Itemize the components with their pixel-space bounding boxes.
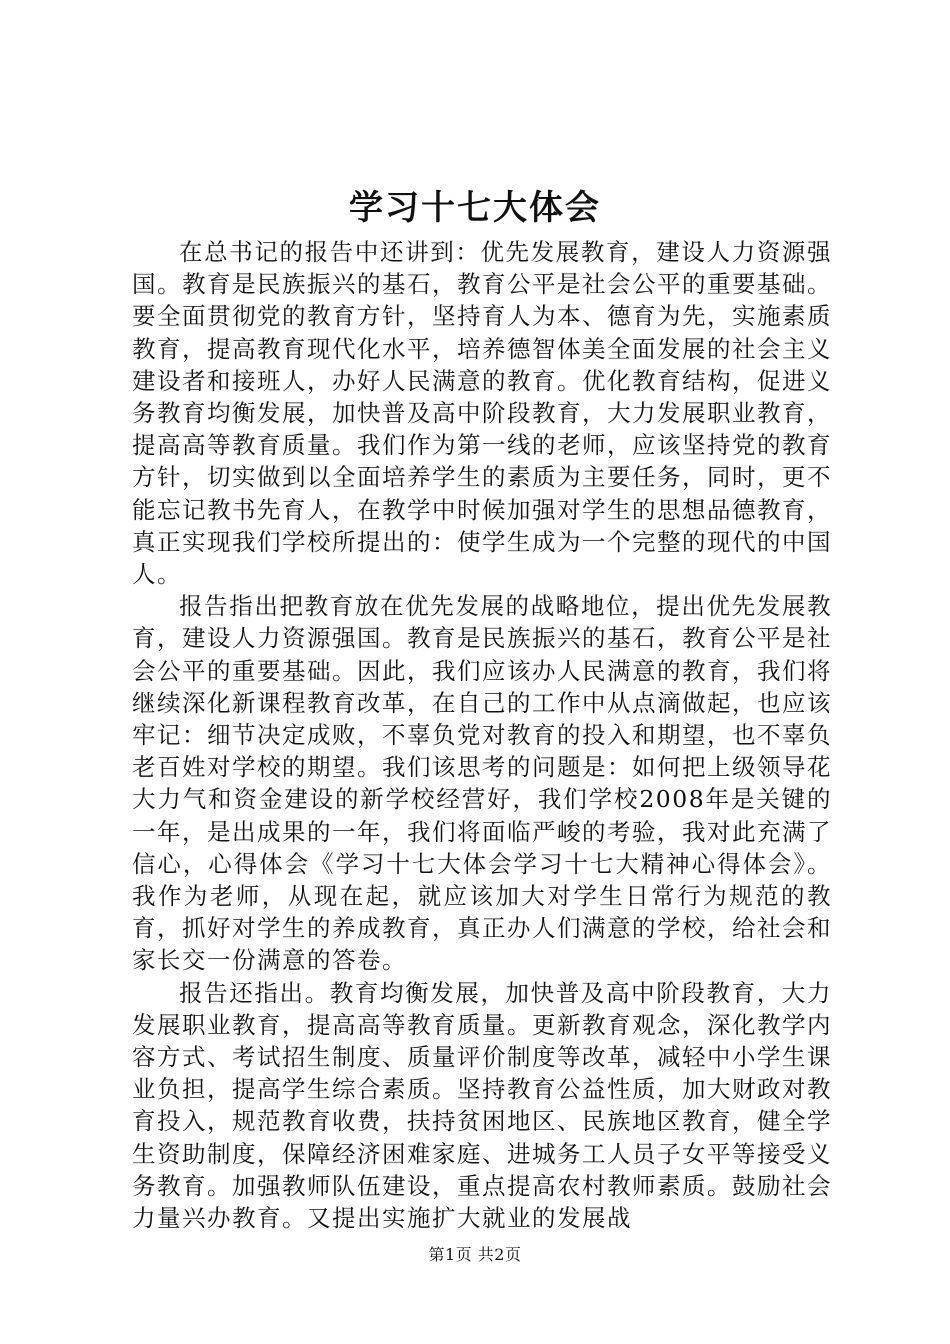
document-body: [132, 236, 832, 1234]
paragraph-3: 报告还指出。教育均衡发展，加快普及高中阶段教育，大力发展职业教育，提高高等教育质量。更新教育观念，深化教学内容方式、考试招生制度、质量评价制度等改革，减轻中小学生课业负担，提高学生综合素质。坚持教育公益性质，加大财政对教育投入，规范教育收费，扶持贫困地区、民族地区教育，健全学生资助制度，保障经济困难家庭、进城务工人员子女平等接受义务教育。加强教师队伍建设，重点提高农村教师素质。鼓励社会力量兴办教育。又提出实施扩大就业的发展战: [132, 978, 832, 1233]
document-title: 学习十七大体会: [349, 188, 601, 228]
page-footer: 第1页 共2页: [428, 1245, 522, 1264]
paragraph-1: 在总书记的报告中还讲到：优先发展教育，建设人力资源强国。教育是民族振兴的基石，教育公平是社会公平的重要基础。要全面贯彻党的教育方针，坚持育人为本、德育为先，实施素质教育，提高教育现代化水平，培养德智体美全面发展的社会主义建设者和接班人，办好人民满意的教育。优化教育结构，促进义务教育均衡发展，加快普及高中阶段教育，大力发展职业教育，提高高等教育质量。我们作为第一线的老师，应该坚持党的教育方针，切实做到以全面培养学生的素质为主要任务，同时，更不能忘记教书先育人，在教学中时候加强对学生的思想品德教育，真正实现我们学校所提出的：使学生成为一个完整的现代的中国人。: [132, 238, 832, 589]
paragraph-2: 报告指出把教育放在优先发展的战略地位，提出优先发展教育，建设人力资源强国。教育是民族振兴的基石，教育公平是社会公平的重要基础。因此，我们应该办人民满意的教育，我们将继续深化新课程教育改革，在自己的工作中从点滴做起，也应该牢记：细节决定成败，不辜负党对教育的投入和期望，也不辜负老百姓对学校的期望。我们该思考的问题是：如何把上级领导花大力气和资金建设的新学校经营好，我们学校2008年是关键的一年，是出成果的一年，我们将面临严峻的考验，我对此充满了信心，心得体会《学习十七大体会学习十七大精神心得体会》。我作为老师，从现在起，就应该加大对学生日常行为规范的教育，抓好对学生的养成教育，真正办人们满意的学校，给社会和家长交一份满意的答卷。: [132, 592, 832, 975]
